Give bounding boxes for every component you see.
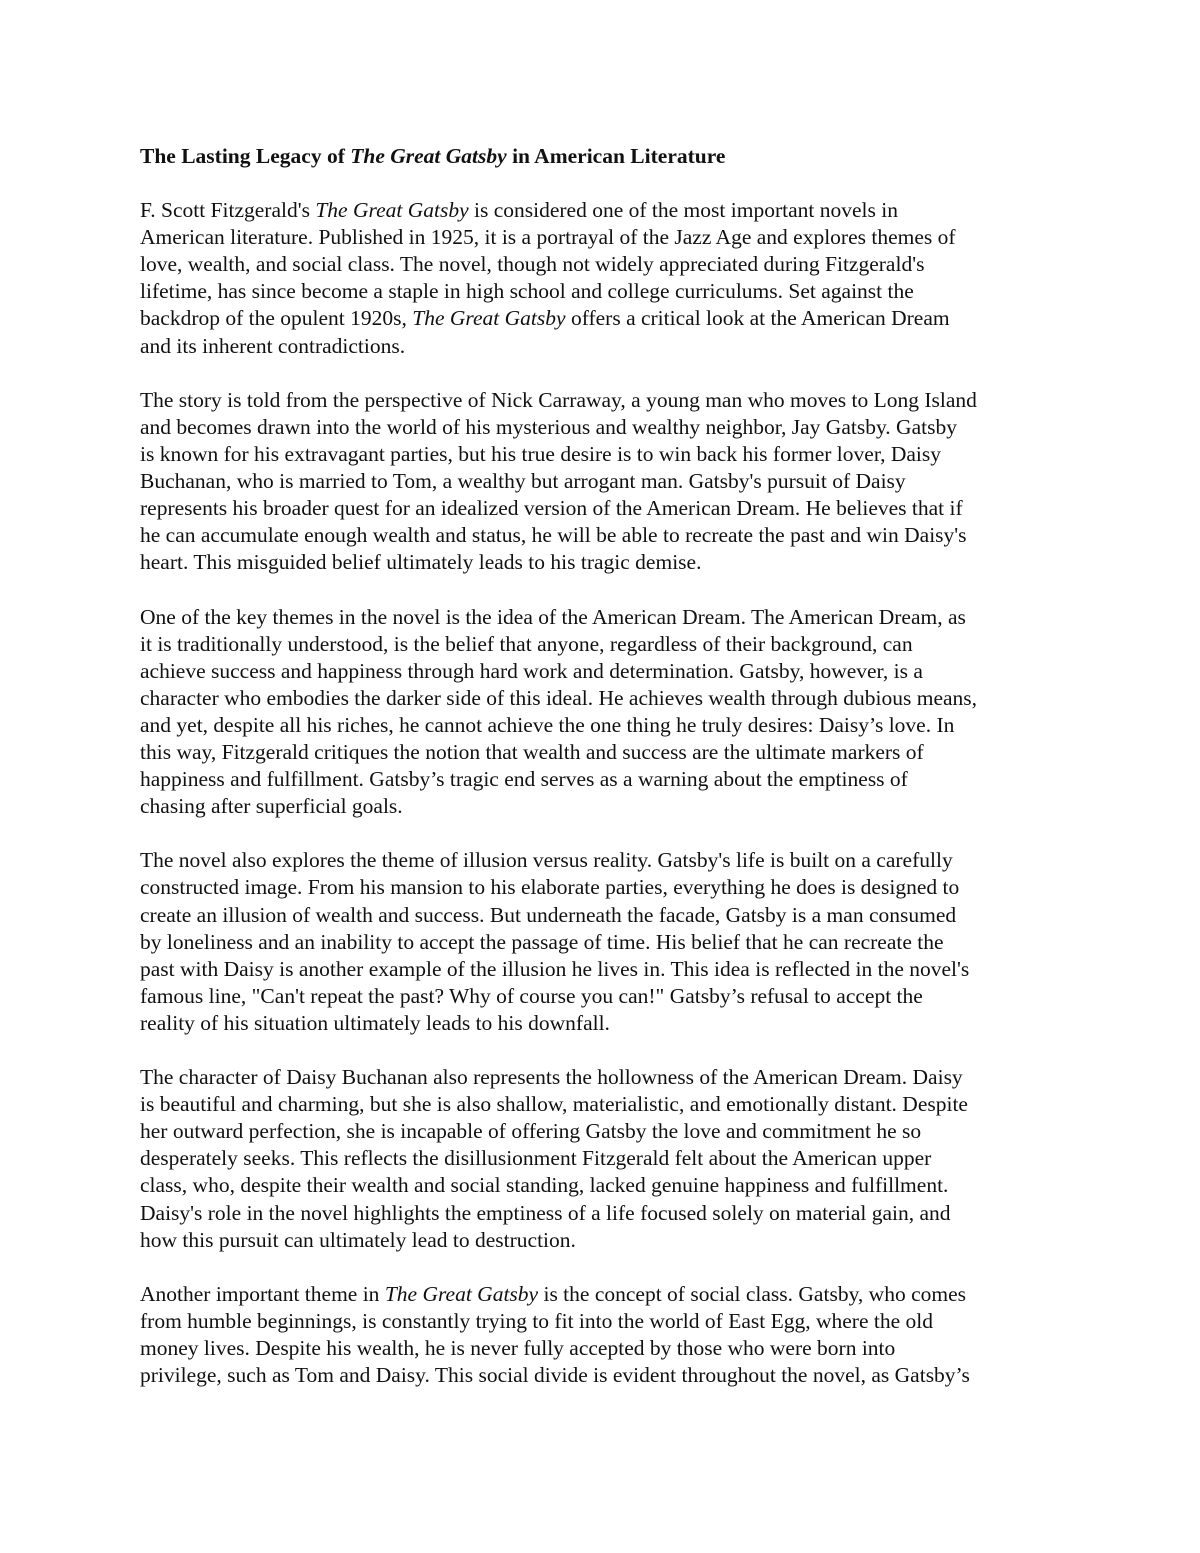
paragraph-line bbox=[140, 983, 1062, 1010]
paragraph-line bbox=[140, 902, 1062, 929]
paragraph-list bbox=[140, 197, 1062, 1389]
line-text: reality of his situation ultimately leads to his downfall. bbox=[140, 1010, 610, 1035]
paragraph-line bbox=[140, 1091, 1062, 1118]
line-text: and yet, despite all his riches, he cannot achieve the one thing he truly desires: Daisy’s love. In bbox=[140, 712, 955, 737]
line-text: heart. This misguided belief ultimately leads to his tragic demise. bbox=[140, 550, 702, 575]
paragraph-line bbox=[140, 414, 1062, 441]
line-text: and becomes drawn into the world of his mysterious and wealthy neighbor, Jay Gatsby. Gatsby bbox=[140, 414, 957, 439]
line-text: offers a critical look at the American Dream bbox=[565, 306, 950, 331]
line-text: The character of Daisy Buchanan also represents the hollowness of the American Dream. Daisy bbox=[140, 1065, 963, 1090]
line-text: is considered one of the most important novels in bbox=[468, 198, 898, 223]
line-text: character who embodies the darker side of this ideal. He achieves wealth through dubious means, bbox=[140, 685, 978, 710]
line-text: past with Daisy is another example of the illusion he lives in. This idea is reflected in the novel's bbox=[140, 956, 970, 981]
document-body bbox=[140, 143, 1062, 1416]
line-text: love, wealth, and social class. The novel, though not widely appreciated during Fitzgerald's bbox=[140, 252, 925, 277]
line-text: happiness and fulfillment. Gatsby’s tragic end serves as a warning about the emptiness of bbox=[140, 767, 908, 792]
paragraph-line bbox=[140, 793, 1062, 820]
paragraph-line bbox=[140, 1010, 1062, 1037]
line-text: One of the key themes in the novel is the idea of the American Dream. The American Dream, as bbox=[140, 604, 966, 629]
body-paragraph bbox=[140, 1281, 1062, 1389]
line-text: from humble beginnings, is constantly trying to fit into the world of East Egg, where the old bbox=[140, 1308, 933, 1333]
paragraph-line bbox=[140, 847, 1062, 874]
paragraph-line bbox=[140, 712, 1062, 739]
line-text: by loneliness and an inability to accept the passage of time. His belief that he can recreate the bbox=[140, 929, 944, 954]
paragraph-line bbox=[140, 197, 1062, 224]
line-text: her outward perfection, she is incapable of offering Gatsby the love and commitment he so bbox=[140, 1119, 922, 1144]
paragraph-line bbox=[140, 549, 1062, 576]
paragraph-line bbox=[140, 1227, 1062, 1254]
paragraph-line bbox=[140, 495, 1062, 522]
line-text: chasing after superficial goals. bbox=[140, 794, 403, 819]
line-text: Daisy's role in the novel highlights the emptiness of a life focused solely on material gain, and bbox=[140, 1200, 951, 1225]
document-title bbox=[140, 143, 1062, 170]
paragraph-line bbox=[140, 278, 1062, 305]
body-paragraph bbox=[140, 1064, 1062, 1254]
paragraph-line bbox=[140, 929, 1062, 956]
line-text: class, who, despite their wealth and social standing, lacked genuine happiness and fulfillment. bbox=[140, 1173, 949, 1198]
line-text: achieve success and happiness through hard work and determination. Gatsby, however, is a bbox=[140, 658, 923, 683]
line-text: privilege, such as Tom and Daisy. This social divide is evident throughout the novel, as Gatsby’s bbox=[140, 1363, 970, 1388]
line-text: money lives. Despite his wealth, he is never fully accepted by those who were born into bbox=[140, 1336, 896, 1361]
body-paragraph bbox=[140, 604, 1062, 821]
paragraph-line bbox=[140, 1145, 1062, 1172]
title-pre: The Lasting Legacy of bbox=[140, 144, 351, 168]
italic-title-ref: The Great Gatsby bbox=[315, 198, 469, 223]
paragraph-line bbox=[140, 1335, 1062, 1362]
line-text: lifetime, has since become a staple in high school and college curriculums. Set against the bbox=[140, 279, 914, 304]
paragraph-line bbox=[140, 387, 1062, 414]
paragraph-line bbox=[140, 604, 1062, 631]
paragraph-line bbox=[140, 1064, 1062, 1091]
body-paragraph bbox=[140, 387, 1062, 577]
line-text: it is traditionally understood, is the belief that anyone, regardless of their background, can bbox=[140, 631, 913, 656]
paragraph-line bbox=[140, 956, 1062, 983]
paragraph-line bbox=[140, 1308, 1062, 1335]
line-text: The novel also explores the theme of illusion versus reality. Gatsby's life is built on a carefully bbox=[140, 848, 953, 873]
line-text: desperately seeks. This reflects the disillusionment Fitzgerald felt about the American upper bbox=[140, 1146, 932, 1171]
paragraph-line bbox=[140, 1118, 1062, 1145]
line-text: The story is told from the perspective of Nick Carraway, a young man who moves to Long Island bbox=[140, 387, 977, 412]
title-italic: The Great Gatsby bbox=[350, 144, 507, 168]
paragraph-line bbox=[140, 1362, 1062, 1389]
line-text: backdrop of the opulent 1920s, bbox=[140, 306, 413, 331]
paragraph-line bbox=[140, 468, 1062, 495]
line-text: this way, Fitzgerald critiques the notion that wealth and success are the ultimate markers of bbox=[140, 739, 924, 764]
line-text: is the concept of social class. Gatsby, who comes bbox=[538, 1281, 966, 1306]
paragraph-line bbox=[140, 766, 1062, 793]
line-text: create an illusion of wealth and success. But underneath the facade, Gatsby is a man consumed bbox=[140, 902, 957, 927]
line-text: is beautiful and charming, but she is also shallow, materialistic, and emotionally distant. Despite bbox=[140, 1092, 968, 1117]
paragraph-line bbox=[140, 874, 1062, 901]
paragraph-line bbox=[140, 1200, 1062, 1227]
line-text: Buchanan, who is married to Tom, a wealthy but arrogant man. Gatsby's pursuit of Daisy bbox=[140, 469, 906, 494]
italic-title-ref: The Great Gatsby bbox=[384, 1281, 539, 1306]
paragraph-line bbox=[140, 333, 1062, 360]
line-text: American literature. Published in 1925, it is a portrayal of the Jazz Age and explores themes of bbox=[140, 225, 956, 250]
line-text: Another important theme in bbox=[140, 1281, 385, 1306]
body-paragraph bbox=[140, 847, 1062, 1037]
body-paragraph bbox=[140, 197, 1062, 360]
paragraph-line bbox=[140, 305, 1062, 332]
line-text: is known for his extravagant parties, but his true desire is to win back his former lover, Daisy bbox=[140, 441, 942, 466]
italic-title-ref: The Great Gatsby bbox=[412, 306, 566, 331]
line-text: represents his broader quest for an idealized version of the American Dream. He believes that if bbox=[140, 496, 963, 521]
line-text: famous line, "Can't repeat the past? Why of course you can!" Gatsby’s refusal to accept the bbox=[140, 983, 923, 1008]
paragraph-line bbox=[140, 441, 1062, 468]
line-text: constructed image. From his mansion to his elaborate parties, everything he does is designed to bbox=[140, 875, 960, 900]
line-text: F. Scott Fitzgerald's bbox=[140, 198, 316, 223]
line-text: how this pursuit can ultimately lead to destruction. bbox=[140, 1227, 576, 1252]
paragraph-line bbox=[140, 224, 1062, 251]
paragraph-line bbox=[140, 1172, 1062, 1199]
line-text: and its inherent contradictions. bbox=[140, 333, 406, 358]
paragraph-line bbox=[140, 685, 1062, 712]
line-text: he can accumulate enough wealth and status, he will be able to recreate the past and win Daisy's bbox=[140, 523, 967, 548]
paragraph-line bbox=[140, 251, 1062, 278]
title-post: in American Literature bbox=[506, 144, 726, 168]
paragraph-line bbox=[140, 658, 1062, 685]
paragraph-line bbox=[140, 1281, 1062, 1308]
paragraph-line bbox=[140, 631, 1062, 658]
paragraph-line bbox=[140, 739, 1062, 766]
paragraph-line bbox=[140, 522, 1062, 549]
